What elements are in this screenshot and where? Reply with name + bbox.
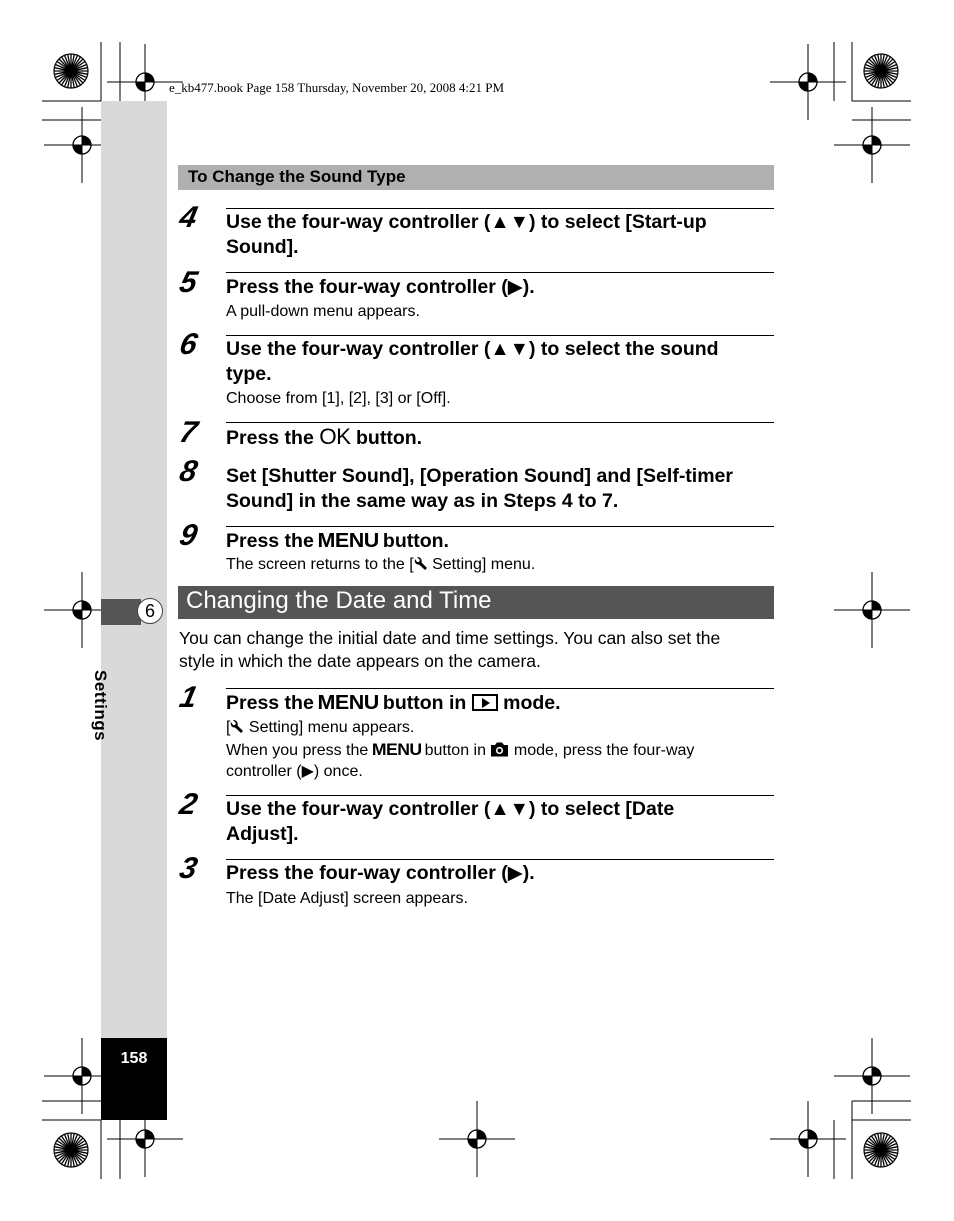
step-number: 6 (176, 328, 201, 361)
ok-button-label: OK (319, 424, 351, 449)
step-number: 8 (176, 455, 201, 488)
step-instruction: Use the four-way controller (▲▼) to select [Date Adjust]. (226, 798, 675, 845)
step-number: 9 (176, 519, 201, 552)
menu-button-label: MENU (317, 691, 379, 714)
chapter-label: Settings (91, 670, 110, 742)
step-divider (226, 208, 774, 209)
step-number: 1 (176, 681, 201, 714)
step-instruction: Press the four-way controller (▶). (226, 862, 535, 884)
wrench-icon (230, 719, 244, 734)
page-number: 158 (120, 1050, 148, 1067)
menu-button-label: MENU (317, 529, 379, 552)
playback-mode-icon (472, 694, 498, 711)
section-heading (178, 586, 774, 619)
menu-button-label: MENU (371, 740, 422, 759)
step-number: 3 (176, 852, 201, 885)
step-divider (226, 859, 774, 860)
subsection-heading (178, 165, 774, 190)
wrench-icon (414, 556, 428, 571)
step-note: [ Setting] menu appears. (226, 719, 415, 736)
step-note: When you press the MENU button in mode, press the four-way (226, 740, 695, 759)
step-note: The screen returns to the [ Setting] menu. (226, 556, 536, 573)
step-instruction: Use the four-way controller (▲▼) to select the sound type. (226, 338, 719, 385)
step-note: Choose from [1], [2], [3] or [Off]. (226, 390, 451, 407)
step-instruction: Use the four-way controller (▲▼) to select [Start-up Sound]. (226, 211, 707, 258)
step-divider (226, 795, 774, 796)
step-number: 7 (176, 416, 201, 449)
step-instruction: Press the MENU button. (226, 529, 449, 552)
step-divider (226, 526, 774, 527)
step-note: A pull-down menu appears. (226, 303, 420, 320)
step-number: 4 (176, 201, 201, 234)
step-note: The [Date Adjust] screen appears. (226, 890, 468, 907)
step-divider (226, 335, 774, 336)
book-header: e_kb477.book Page 158 Thursday, November 20, 2008 4:21 PM (169, 80, 505, 95)
subsection-title: To Change the Sound Type (188, 167, 406, 186)
step-instruction: Press the MENU button in mode. (226, 691, 561, 714)
step-note: controller (▶) once. (226, 763, 363, 780)
step-instruction: Press the OK button. (226, 424, 423, 449)
step-instruction: Press the four-way controller (▶). (226, 276, 535, 298)
chapter-tab-bar (101, 599, 141, 625)
step-instruction: Set [Shutter Sound], [Operation Sound] and [Self-timer Sound] in the same way as in Steps 4 to 7. (226, 465, 733, 512)
step-divider (226, 422, 774, 423)
camera-icon (490, 742, 509, 757)
section-title: Changing the Date and Time (186, 587, 492, 614)
step-number: 2 (176, 788, 201, 821)
section-intro: You can change the initial date and time settings. You can also set the style in which the date appears on the camera. (179, 628, 721, 671)
step-number: 5 (176, 266, 201, 299)
step-divider (226, 272, 774, 273)
chapter-number-badge: 6 (137, 598, 163, 624)
step-divider (226, 688, 774, 689)
